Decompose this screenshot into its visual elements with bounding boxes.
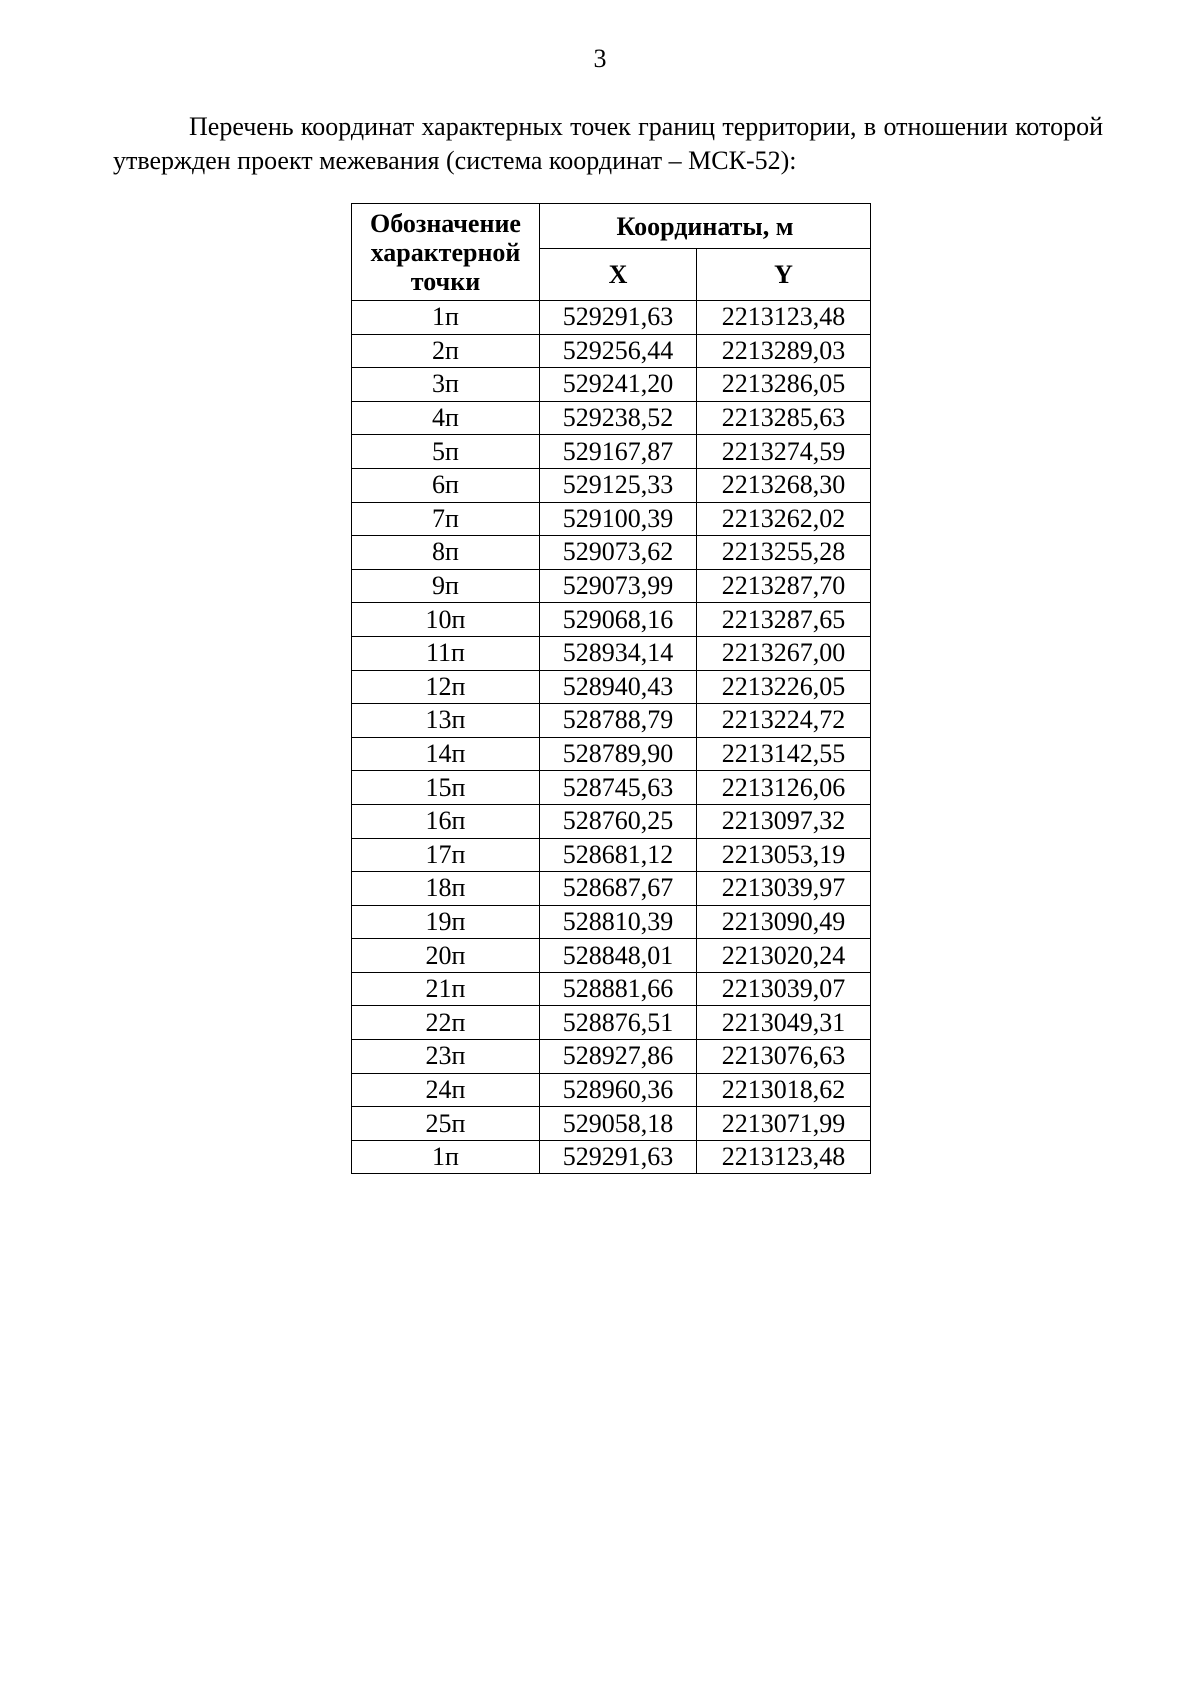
point-cell: 1п [352, 1140, 540, 1174]
coordinates-table [351, 203, 871, 1174]
table-row [352, 670, 871, 704]
x-cell: 529167,87 [540, 435, 697, 469]
point-cell: 14п [352, 737, 540, 771]
y-cell: 2213267,00 [697, 636, 871, 670]
point-cell: 3п [352, 368, 540, 402]
y-cell: 2213285,63 [697, 401, 871, 435]
x-cell: 529238,52 [540, 401, 697, 435]
point-cell: 22п [352, 1006, 540, 1040]
table-row [352, 1073, 871, 1107]
y-cell: 2213142,55 [697, 737, 871, 771]
y-cell: 2213123,48 [697, 1140, 871, 1174]
table-row [352, 468, 871, 502]
point-cell: 7п [352, 502, 540, 536]
x-cell: 528927,86 [540, 1040, 697, 1074]
table-row [352, 1040, 871, 1074]
table-row [352, 301, 871, 335]
intro-paragraph: Перечень координат характерных точек границ территории, в отношении которой утвержден проект межевания (система координат – МСК-52): [113, 112, 1103, 175]
point-cell: 1п [352, 301, 540, 335]
y-cell: 2213287,70 [697, 569, 871, 603]
y-cell: 2213076,63 [697, 1040, 871, 1074]
table-row [352, 435, 871, 469]
y-cell: 2213039,97 [697, 872, 871, 906]
y-cell: 2213049,31 [697, 1006, 871, 1040]
page-number: 3 [593, 44, 607, 73]
table-row [352, 603, 871, 637]
table-row [352, 502, 871, 536]
point-cell: 13п [352, 704, 540, 738]
y-cell: 2213039,07 [697, 972, 871, 1006]
y-cell: 2213053,19 [697, 838, 871, 872]
x-cell: 528789,90 [540, 737, 697, 771]
table-row [352, 334, 871, 368]
y-cell: 2213018,62 [697, 1073, 871, 1107]
y-cell: 2213126,06 [697, 771, 871, 805]
x-cell: 528934,14 [540, 636, 697, 670]
x-cell: 528760,25 [540, 804, 697, 838]
x-cell: 528810,39 [540, 905, 697, 939]
x-cell: 529241,20 [540, 368, 697, 402]
point-cell: 24п [352, 1073, 540, 1107]
point-cell: 4п [352, 401, 540, 435]
table-row [352, 838, 871, 872]
table-row [352, 704, 871, 738]
point-cell: 11п [352, 636, 540, 670]
x-cell: 528687,67 [540, 872, 697, 906]
point-cell: 6п [352, 468, 540, 502]
point-cell: 25п [352, 1107, 540, 1141]
table-row [352, 536, 871, 570]
table-body [352, 301, 871, 1174]
header-point-designation: Обозначение характерной точки [352, 204, 540, 301]
point-cell: 16п [352, 804, 540, 838]
y-cell: 2213224,72 [697, 704, 871, 738]
y-cell: 2213274,59 [697, 435, 871, 469]
table-row [352, 368, 871, 402]
x-cell: 529125,33 [540, 468, 697, 502]
x-cell: 528940,43 [540, 670, 697, 704]
point-cell: 15п [352, 771, 540, 805]
x-cell: 528681,12 [540, 838, 697, 872]
header-coordinates: Координаты, м [540, 204, 871, 249]
point-cell: 20п [352, 939, 540, 973]
point-cell: 12п [352, 670, 540, 704]
table-row [352, 737, 871, 771]
x-cell: 528881,66 [540, 972, 697, 1006]
x-cell: 528960,36 [540, 1073, 697, 1107]
table-row [352, 1107, 871, 1141]
y-cell: 2213090,49 [697, 905, 871, 939]
x-cell: 528745,63 [540, 771, 697, 805]
y-cell: 2213262,02 [697, 502, 871, 536]
x-cell: 529256,44 [540, 334, 697, 368]
point-cell: 17п [352, 838, 540, 872]
point-cell: 2п [352, 334, 540, 368]
table-row [352, 1140, 871, 1174]
y-cell: 2213286,05 [697, 368, 871, 402]
x-cell: 528788,79 [540, 704, 697, 738]
table-row [352, 401, 871, 435]
x-cell: 529073,99 [540, 569, 697, 603]
table-row [352, 804, 871, 838]
x-cell: 529291,63 [540, 1140, 697, 1174]
point-cell: 10п [352, 603, 540, 637]
y-cell: 2213255,28 [697, 536, 871, 570]
x-cell: 529068,16 [540, 603, 697, 637]
table-row [352, 972, 871, 1006]
y-cell: 2213226,05 [697, 670, 871, 704]
table-row [352, 569, 871, 603]
y-cell: 2213268,30 [697, 468, 871, 502]
x-cell: 529073,62 [540, 536, 697, 570]
y-cell: 2213097,32 [697, 804, 871, 838]
point-cell: 8п [352, 536, 540, 570]
header-y: Y [697, 249, 871, 301]
y-cell: 2213287,65 [697, 603, 871, 637]
table-row [352, 1006, 871, 1040]
x-cell: 529291,63 [540, 301, 697, 335]
x-cell: 528848,01 [540, 939, 697, 973]
y-cell: 2213020,24 [697, 939, 871, 973]
table-row [352, 905, 871, 939]
header-x: X [540, 249, 697, 301]
table-row [352, 636, 871, 670]
point-cell: 18п [352, 872, 540, 906]
point-cell: 21п [352, 972, 540, 1006]
x-cell: 528876,51 [540, 1006, 697, 1040]
point-cell: 5п [352, 435, 540, 469]
table-row [352, 872, 871, 906]
point-cell: 19п [352, 905, 540, 939]
y-cell: 2213289,03 [697, 334, 871, 368]
point-cell: 9п [352, 569, 540, 603]
x-cell: 529100,39 [540, 502, 697, 536]
y-cell: 2213071,99 [697, 1107, 871, 1141]
table-row [352, 771, 871, 805]
x-cell: 529058,18 [540, 1107, 697, 1141]
point-cell: 23п [352, 1040, 540, 1074]
y-cell: 2213123,48 [697, 301, 871, 335]
table-row [352, 939, 871, 973]
